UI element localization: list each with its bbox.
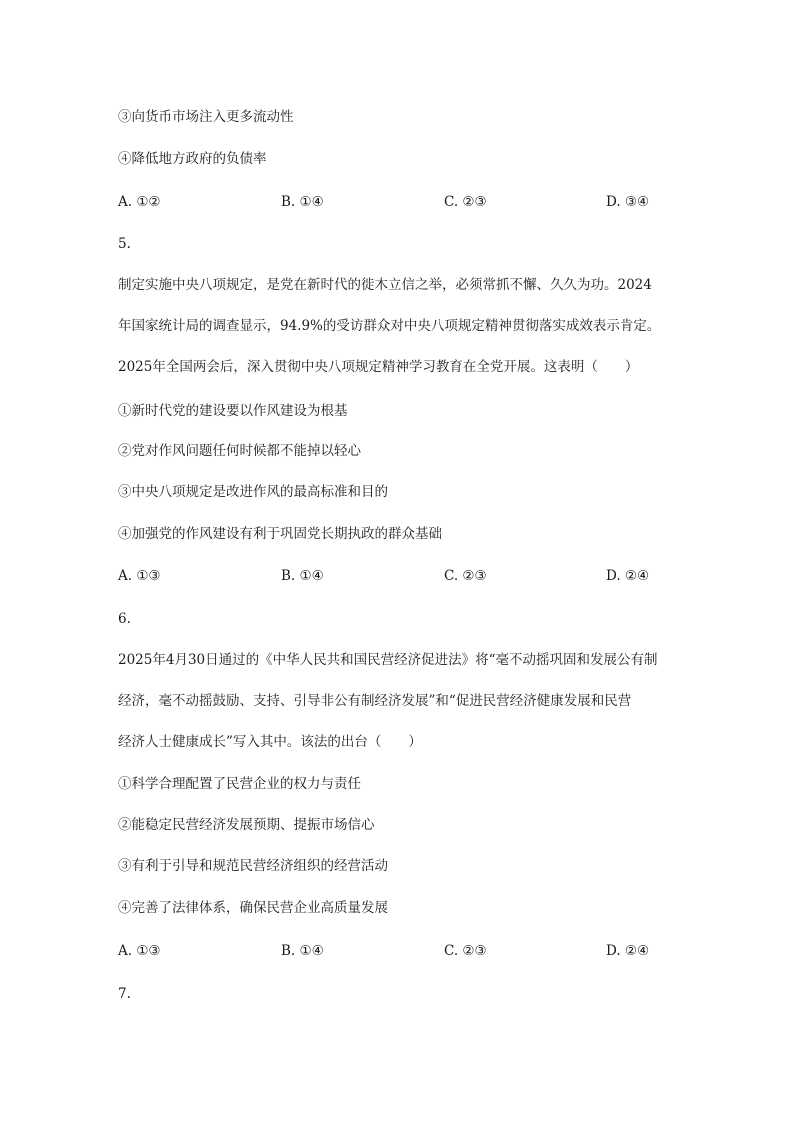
q5-stem-line-1: 制定实施中央八项规定，是党在新时代的徙木立信之举，必须常抓不懈、久久为功。2024 xyxy=(118,277,652,293)
q6-statement-1: ①科学合理配置了民营企业的权力与责任 xyxy=(118,776,361,792)
q5-number: 5. xyxy=(118,236,131,252)
q5-statement-3: ③中央八项规定是改进作风的最高标准和目的 xyxy=(118,484,388,500)
q5-option-c[interactable]: C. ②③ xyxy=(444,568,487,584)
q4-option-b[interactable]: B. ①④ xyxy=(281,194,324,210)
q7-number: 7. xyxy=(118,986,131,1002)
q5-stem-line-2: 年国家统计局的调查显示，94.9%的受访群众对中央八项规定精神贯彻落实成效表示肯定。 xyxy=(118,318,661,334)
q6-statement-4: ④完善了法律体系，确保民营企业高质量发展 xyxy=(118,900,388,916)
q4-statement-4: ④降低地方政府的负债率 xyxy=(118,151,267,167)
q6-stem-line-3: 经济人士健康成长”写入其中。该法的出台（ ） xyxy=(118,734,422,750)
q6-option-d[interactable]: D. ②④ xyxy=(606,943,650,959)
q5-statement-4: ④加强党的作风建设有利于巩固党长期执政的群众基础 xyxy=(118,526,442,542)
q5-stem-line-3: 2025年全国两会后，深入贯彻中央八项规定精神学习教育在全党开展。这表明（ ） xyxy=(118,359,639,375)
q5-option-a[interactable]: A. ①③ xyxy=(118,568,161,584)
q6-option-a[interactable]: A. ①③ xyxy=(118,943,161,959)
q4-option-c[interactable]: C. ②③ xyxy=(444,194,487,210)
q6-stem-line-2: 经济，毫不动摇鼓励、支持、引导非公有制经济发展”和“促进民营经济健康发展和民营 xyxy=(118,693,632,709)
q6-option-c[interactable]: C. ②③ xyxy=(444,943,487,959)
q4-option-a[interactable]: A. ①② xyxy=(118,194,161,210)
q5-option-d[interactable]: D. ②④ xyxy=(606,568,650,584)
q6-statement-2: ②能稳定民营经济发展预期、提振市场信心 xyxy=(118,817,375,833)
q6-number: 6. xyxy=(118,611,131,627)
q6-statement-3: ③有利于引导和规范民营经济组织的经营活动 xyxy=(118,858,388,874)
q4-option-d[interactable]: D. ③④ xyxy=(606,194,650,210)
q5-statement-2: ②党对作风问题任何时候都不能掉以轻心 xyxy=(118,443,361,459)
q5-option-b[interactable]: B. ①④ xyxy=(281,568,324,584)
q4-statement-3: ③向货币市场注入更多流动性 xyxy=(118,109,294,125)
q6-stem-line-1: 2025年4月30日通过的《中华人民共和国民营经济促进法》将“毫不动摇巩固和发展公有制 xyxy=(118,652,658,668)
q5-statement-1: ①新时代党的建设要以作风建设为根基 xyxy=(118,403,348,419)
q6-option-b[interactable]: B. ①④ xyxy=(281,943,324,959)
